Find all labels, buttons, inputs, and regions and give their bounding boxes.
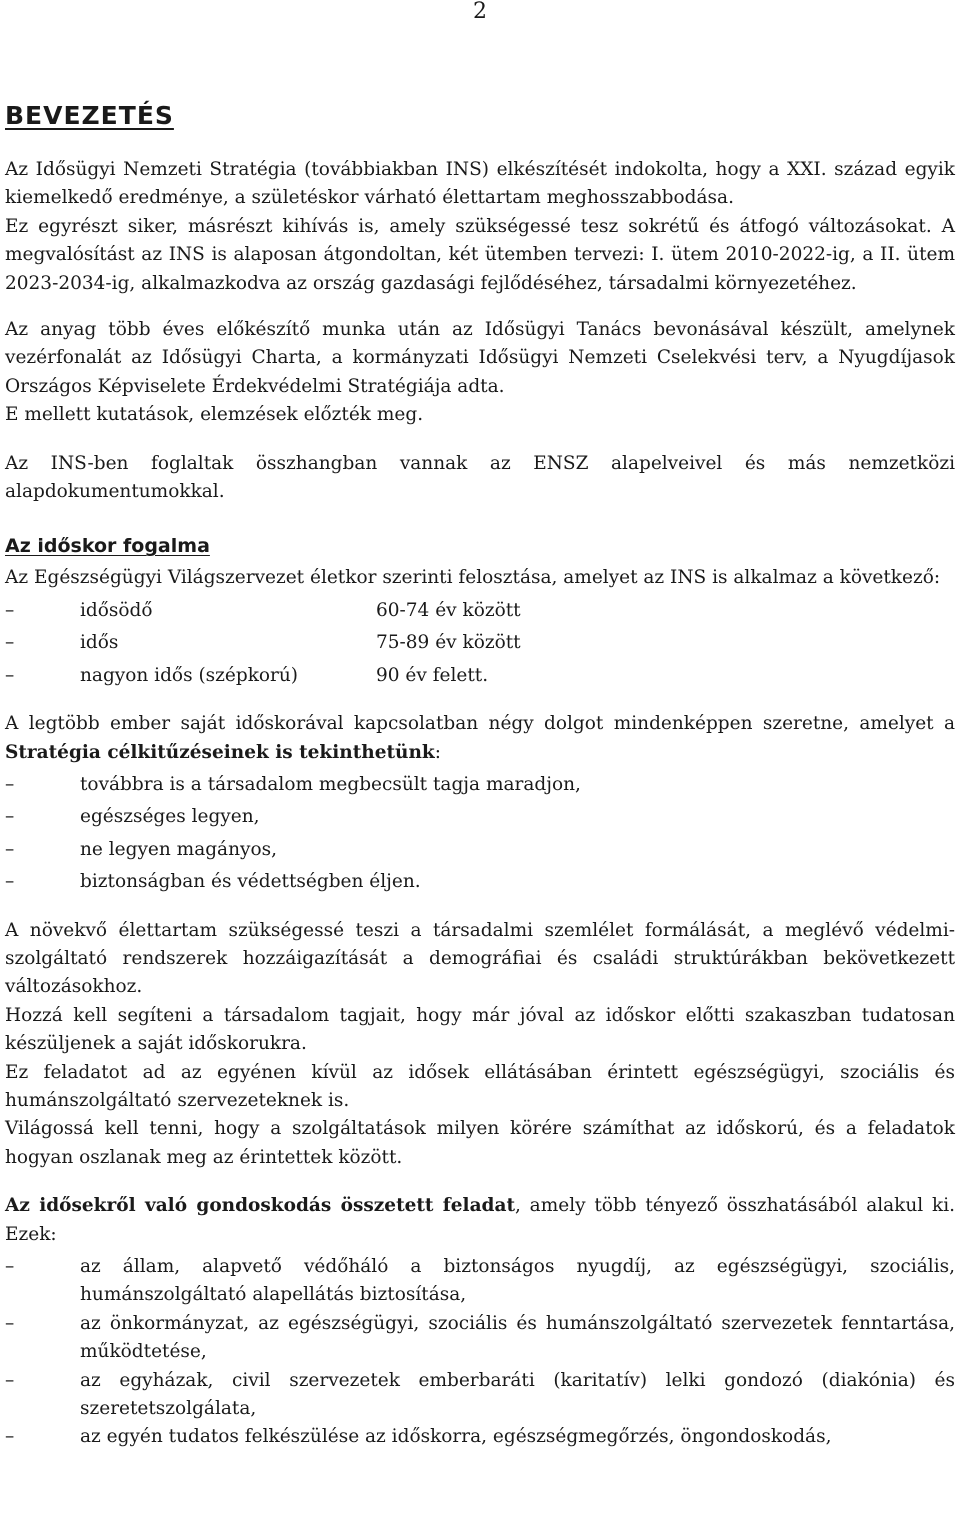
dash-bullet: – — [5, 806, 15, 828]
body-paragraph-1: A növekvő élettartam szükségessé teszi a társadalmi szemlélet formálását, a meglévő védelmi-szolgáltató rendszerek hozzáigazítását a demográfiai és családi struktúrákban bekövetkezett változásokhoz. — [5, 919, 955, 998]
age-group-range: 60-74 év között — [376, 599, 521, 621]
dash-bullet: – — [5, 871, 15, 893]
page-content — [5, 96, 955, 1452]
goals-intro-colon: : — [434, 741, 441, 763]
dash-bullet: – — [5, 664, 15, 686]
list-item — [5, 1253, 955, 1310]
body-paragraph-4: Világossá kell tenni, hogy a szolgáltatások milyen körére számíthat az időskorú, és a feladatok hogyan oszlanak meg az érintettek között. — [5, 1118, 955, 1168]
goal-text: továbbra is a társadalom megbecsült tagja maradjon, — [80, 773, 581, 795]
list-item — [5, 1367, 955, 1424]
care-item-text: az egyén tudatos felkészülése az időskorra, egészségmegőrzés, öngondoskodás, — [80, 1426, 832, 1448]
care-intro-text: , amely több tényező összhatásából alakul ki. Ezek: — [5, 1195, 956, 1245]
dash-bullet: – — [5, 838, 15, 860]
list-item — [5, 597, 955, 625]
age-group-term: idősödő — [80, 599, 153, 621]
list-item — [5, 868, 955, 896]
goals-list — [5, 771, 955, 897]
goals-intro-bold: Stratégia célkitűzéseinek is tekinthetünk — [5, 741, 435, 763]
body-paragraph-3: Ez feladatot ad az egyénen kívül az idősek ellátásában érintett egészségügyi, szociális és humánszolgáltató szervezeteknek is. — [5, 1061, 955, 1111]
list-item — [5, 1423, 955, 1451]
list-item — [5, 836, 955, 864]
list-item — [5, 662, 955, 690]
list-item — [5, 629, 955, 657]
dash-bullet: – — [5, 632, 15, 654]
goal-text: egészséges legyen, — [80, 806, 260, 828]
dash-bullet: – — [5, 1369, 15, 1391]
age-group-term: idős — [80, 632, 119, 654]
page-number: 2 — [473, 0, 487, 24]
goal-text: ne legyen magányos, — [80, 838, 277, 860]
dash-bullet: – — [5, 1256, 15, 1277]
age-groups-list — [5, 597, 955, 690]
intro-paragraph-4: E mellett kutatások, elemzések előzték meg. — [5, 404, 424, 426]
dash-bullet: – — [5, 1312, 15, 1334]
goals-intro — [5, 710, 955, 767]
intro-paragraph-1: Az Idősügyi Nemzeti Stratégia (továbbiakban INS) elkészítését indokolta, hogy a XXI. század egyik kiemelkedő eredménye, a születéskor várható élettartam meghosszabbodása. — [5, 159, 955, 209]
goal-text: biztonságban és védettségben éljen. — [80, 871, 421, 893]
care-item-text: az állam, alapvető védőháló a biztonságos nyugdíj, az egészségügyi, szociális, humánszolgáltató alapellátás biztosítása, — [80, 1256, 955, 1306]
document-title: BEVEZETÉS — [5, 101, 174, 130]
care-item-text: az önkormányzat, az egészségügyi, szociális és humánszolgáltató szervezetek fenntartása, működtetése, — [80, 1312, 955, 1363]
dash-bullet: – — [5, 773, 15, 795]
intro-paragraph-5: Az INS-ben foglaltak összhangban vannak az ENSZ alapelveivel és más nemzetközi alapdokumentumokkal. — [5, 452, 955, 503]
list-item — [5, 771, 955, 799]
care-list — [5, 1253, 955, 1452]
dash-bullet: – — [5, 1426, 15, 1448]
intro-paragraph-3: Az anyag több éves előkészítő munka után az Idősügyi Tanács bevonásával készült, amelynek vezérfonalát az Idősügyi Charta, a kormányzati Idősügyi Nemzeti Cselekvési terv, a Nyugdíjasok Országos Képviselete Érdekvédelmi Stratégiája adta. — [5, 319, 955, 397]
section-title: Az időskor fogalma — [5, 535, 210, 558]
intro-paragraph-2: Ez egyrészt siker, másrészt kihívás is, amely szükségessé tesz sokrétű és átfogó változásokat. A megvalósítást az INS is alaposan átgondoltan, két ütemben tervezi: I. ütem 2010-2022-ig, a II. ütem 2023-2034-ig, alkalmazkodva az ország gazdasági fejlődéséhez, társadalmi környezetéhez. — [5, 215, 955, 294]
list-item — [5, 803, 955, 831]
care-intro — [5, 1192, 955, 1249]
age-group-range: 75-89 év között — [376, 632, 521, 654]
goals-intro-text: A legtöbb ember saját időskorával kapcsolatban négy dolgot mindenképpen szeretne, amelyet a — [5, 713, 955, 735]
age-group-range: 90 év felett. — [376, 664, 489, 686]
body-paragraph-2: Hozzá kell segíteni a társadalom tagjait, hogy már jóval az időskor előtti szakaszban tudatosan készüljenek a saját időskorukra. — [5, 1004, 955, 1055]
dash-bullet: – — [5, 599, 15, 621]
list-item — [5, 1310, 955, 1367]
age-groups-intro: Az Egészségügyi Világszervezet életkor szerinti felosztása, amelyet az INS is alkalmaz a következő: — [5, 567, 941, 589]
age-group-term: nagyon idős (szépkorú) — [80, 664, 299, 686]
care-intro-bold: Az idősekről való gondoskodás összetett feladat — [5, 1195, 516, 1217]
care-item-text: az egyházak, civil szervezetek emberbaráti (karitatív) lelki gondozó (diakónia) és szeretetszolgálata, — [80, 1369, 955, 1420]
